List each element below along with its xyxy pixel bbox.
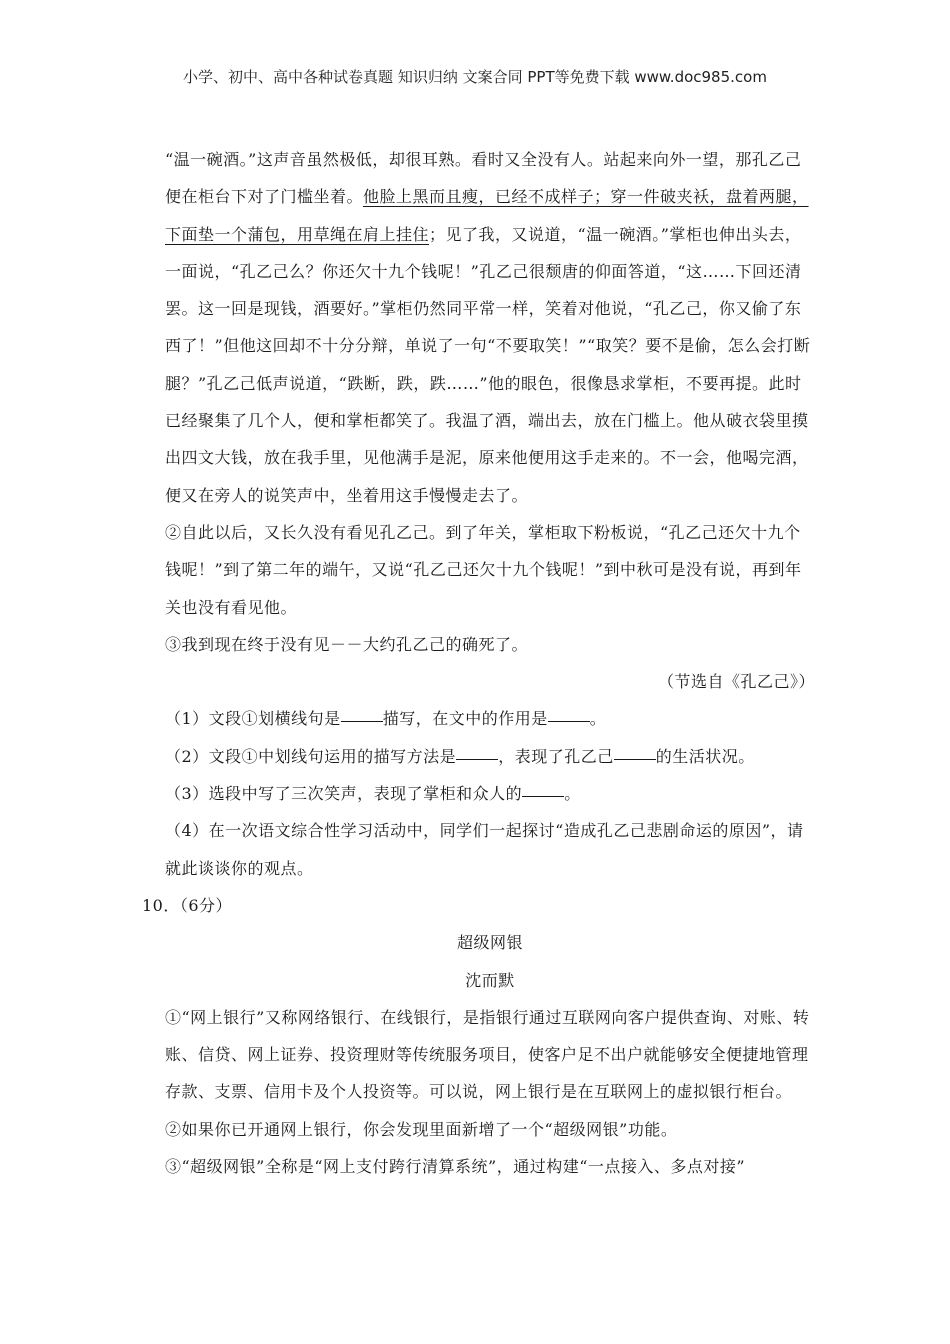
answer-blank[interactable] (456, 758, 498, 760)
question-9-3 (165, 775, 815, 812)
question-text: （1）文段①划横线句是 (165, 709, 341, 729)
passage-paragraph-2: ②自此以后，又长久没有看见孔乙己。到了年关，掌柜取下粉板说，“孔乙己还欠十九个钱呢！”到了第二年的端午，又说“孔乙己还欠十九个钱呢！”到中秋可是没有说，再到年关也没有看见他。 (165, 522, 802, 617)
passage-text: ；见了我，又说道，“温一碗酒。”掌柜也伸出头去，一面说，“孔乙己么？你还欠十九个钱呢！”孔乙己很颓唐的仰面答道， (165, 224, 802, 281)
question-text: 。 (564, 784, 581, 804)
passage-paragraph-1 (165, 141, 815, 514)
article-paragraph-2: ②如果你已开通网上银行，你会发现里面新增了一个“超级网银”功能。 (165, 1119, 678, 1139)
passage-source: （节选自《孔乙己》） (657, 672, 815, 692)
question-9-4: （4）在一次语文综合性学习活动中，同学们一起探讨“造成孔乙己悲剧命运的原因”，请就此谈谈你的观点。 (165, 821, 804, 878)
question-text: ，表现了孔乙己 (498, 746, 614, 766)
passage-text: “这……下回还清罢。这一回是现钱，酒要好。”掌柜仍然同平常一样，笑着对他说， (165, 261, 802, 319)
question-text: （3）选段中写了三次笑声，表现了掌柜和众人的 (165, 784, 523, 804)
article-paragraph-3: ③“超级网银”全称是“网上支付跨行清算系统”，通过构建“一点接入、多点对接” (165, 1157, 746, 1177)
underlined-sentence: 他脸上黑而且瘦，已经不成样子；穿一件破夹袄，盘着两腿，下面垫一个蒲包，用草绳在肩上挂住 (165, 187, 809, 244)
question-text: （2）文段①中划线句运用的描写方法是 (165, 746, 457, 766)
document-body (142, 141, 815, 1185)
article-title: 超级网银 (456, 933, 523, 953)
passage-paragraph-3: ③我到现在终于没有见－－大约孔乙己的确死了。 (165, 634, 529, 654)
question-text: 的生活状况。 (655, 746, 755, 766)
question-text: 。 (589, 709, 607, 729)
answer-blank[interactable] (614, 758, 656, 760)
passage-text: “孔乙己，你又偷了东西了！”但他这回却不十分分辩，单说了一句“不要取笑！” (165, 299, 802, 356)
article-paragraph-1: ①“网上银行”又称网络银行、在线银行，是指银行通过互联网向客户提供查询、对账、转账、信贷、网上证券、投资理财等传统服务项目，使客户足不出户就能够安全便捷地管理存款、支票、信用卡及个人投资等。可以说，网上银行是在互联网上的虚拟银行柜台。 (165, 1007, 810, 1102)
passage-text: “温一碗酒。”这声音虽然极低，却很耳熟。看时又全没有人。站起来向外一望，那孔乙己便在柜台下对了门槛坐着。 (165, 150, 802, 207)
question-9-2 (165, 738, 815, 775)
question-number: 10．（6分） (142, 895, 233, 915)
answer-blank[interactable] (341, 720, 383, 722)
answer-blank[interactable] (522, 795, 564, 797)
question-10-number (142, 887, 815, 924)
answer-blank[interactable] (548, 720, 590, 722)
page-header: 小学、初中、高中各种试卷真题 知识归纳 文案合同 PPT等免费下载 www.doc985.com (183, 68, 767, 86)
question-text: 描写，在文中的作用是 (382, 709, 548, 729)
article-author: 沈而默 (465, 970, 515, 990)
passage-text: “取笑？要不是偷，怎么会打断腿？”孔乙己低声说道，“跌断，跌，跌……”他的眼色，很像恳求掌柜，不要再提。此时已经聚集了几个人，便和掌柜都笑了。我温了酒，端出去，放在门槛上。他从破衣袋里摸出四文大钱，放在我手里，见他满手是泥，原来他便用这手走来的。不一会，他喝完酒，便又在旁人的说笑声中，坐着用这手慢慢走去了。 (165, 336, 811, 505)
question-9-1 (165, 700, 815, 737)
